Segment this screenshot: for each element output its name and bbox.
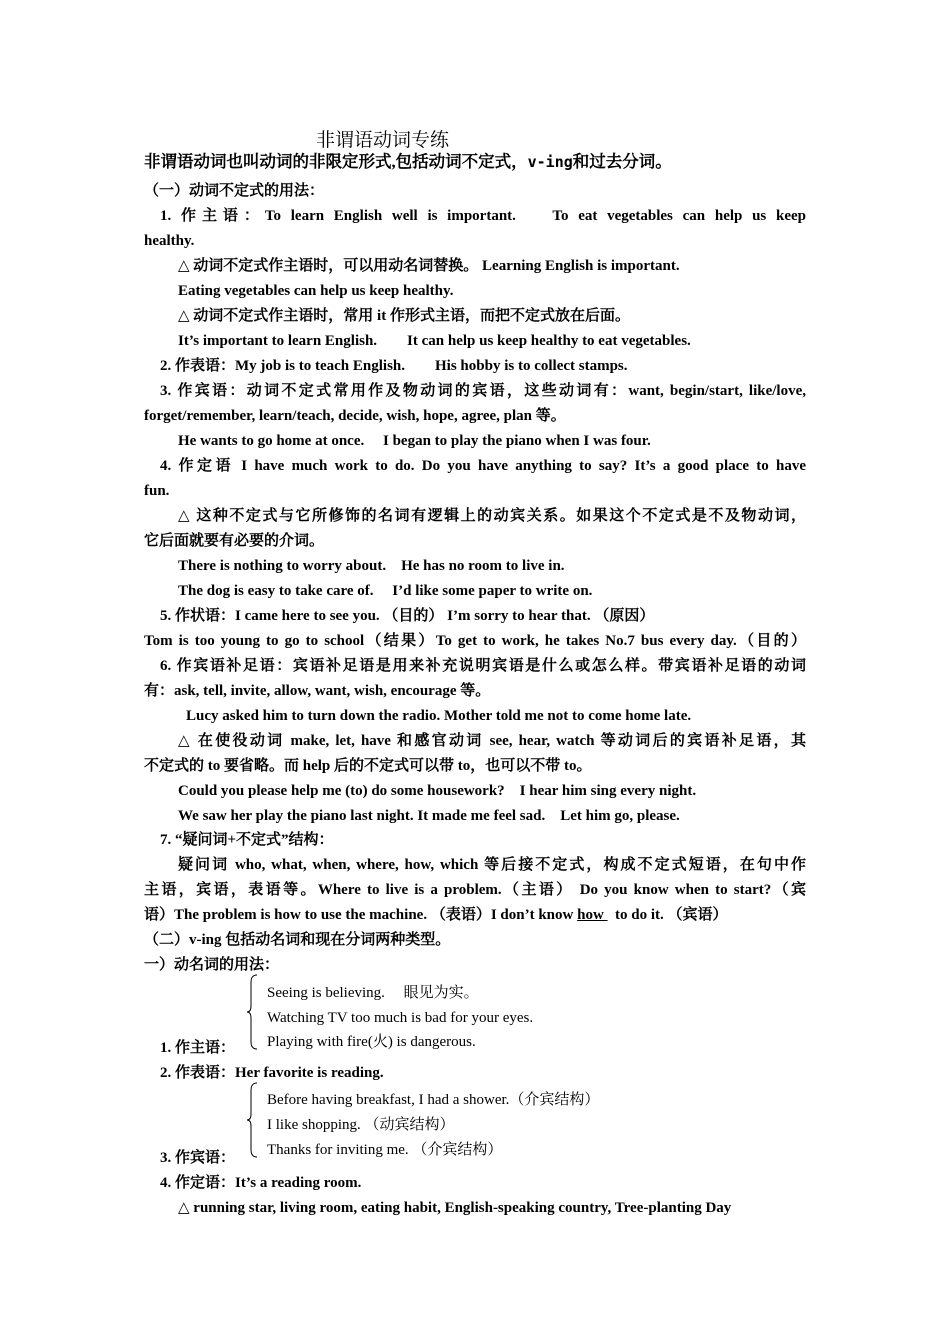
note-line: △ 动词不定式作主语时，可以用动名词替换。 Learning English is important. xyxy=(178,258,680,274)
brace-object xyxy=(246,1082,258,1158)
note-line: △ 这种不定式与它所修饰的名词有逻辑上的动宾关系。如果这个不定式是不及物动词， xyxy=(178,508,806,524)
example-line: The dog is easy to take care of. I’d like some paper to write on. xyxy=(178,583,593,599)
object-example: Thanks for inviting me. （介宾结构） xyxy=(267,1142,503,1158)
example-line: Eating vegetables can help us keep healthy. xyxy=(178,283,454,299)
subject-example: Watching TV too much is bad for your eyes. xyxy=(267,1010,534,1026)
intro-pre: 非谓语动词也叫动词的非限定形式,包括动词不定式， xyxy=(144,152,528,171)
text-line-with-blank xyxy=(144,905,806,925)
text-line: 它后面就要有必要的介词。 xyxy=(144,533,325,549)
intro-line xyxy=(144,151,672,173)
blank-line-post: to do it. （宾语） xyxy=(615,907,728,923)
note-line: △ 动词不定式作主语时，常用 it 作形式主语，而把不定式放在后面。 xyxy=(178,308,630,324)
example-line: It’s important to learn English. It can help us keep healthy to eat vegetables. xyxy=(178,333,691,349)
text-line: 2. 作表语：Her favorite is reading. xyxy=(160,1065,384,1081)
text-line: healthy. xyxy=(144,233,195,249)
brace-subject xyxy=(246,974,258,1050)
text-line: 6. 作宾语补足语：宾语补足语是用来补充说明宾语是什么或怎么样。带宾语补足语的动词 xyxy=(160,658,806,674)
text-line: 主语，宾语，表语等。Where to live is a problem.（主语） Do you know when to start?（宾 xyxy=(144,882,806,898)
text-line: 疑问词 who, what, when, where, how, which 等后接不定式，构成不定式短语，在句中作 xyxy=(178,857,806,873)
example-line: He wants to go home at once. I began to play the piano when I was four. xyxy=(178,433,651,449)
text-line: 2. 作表语：My job is to teach English. His hobby is to collect stamps. xyxy=(160,358,628,374)
section-heading-ving: （二）v-ing 包括动名词和现在分词两种类型。 xyxy=(144,932,451,948)
section-heading-infinitive: （一）动词不定式的用法： xyxy=(144,183,325,199)
subject-example: Seeing is believing. 眼见为实。 xyxy=(267,985,479,1001)
intro-post: 和过去分词。 xyxy=(572,152,672,171)
subject-example: Playing with fire(火) is dangerous. xyxy=(267,1034,476,1050)
example-line: Could you please help me (to) do some housework? I hear him sing every night. xyxy=(178,783,697,799)
text-line: 3. 作宾语：动词不定式常用作及物动词的宾语，这些动词有：want, begin/start, like/love, xyxy=(160,383,806,399)
text-line: fun. xyxy=(144,483,170,499)
text-line: 有：ask, tell, invite, allow, want, wish, encourage 等。 xyxy=(144,683,491,699)
object-example: I like shopping. （动宾结构） xyxy=(267,1117,455,1133)
text-line: 1. 作主语：To learn English well is important. To eat vegetables can help us keep xyxy=(160,208,806,224)
text-line: Tom is too young to go to school（结果）To get to work, he takes No.7 bus every day.（目的） xyxy=(144,633,806,649)
note-line: △ 在使役动词 make, let, have 和感官动词 see, hear, watch 等动词后的宾语补足语，其 xyxy=(178,733,806,749)
example-line: There is nothing to worry about. He has no room to live in. xyxy=(178,558,565,574)
text-line: 4. 作定语：It’s a reading room. xyxy=(160,1175,362,1191)
subsection-heading-gerund: 一）动名词的用法： xyxy=(144,957,280,973)
blank-line-pre: 语）The problem is how to use the machine. （表语）I don’t know xyxy=(144,907,574,923)
text-line: forget/remember, learn/teach, decide, wish, hope, agree, plan 等。 xyxy=(144,408,566,424)
blank-answer: how xyxy=(577,907,608,923)
text-line: 3. 作宾语： xyxy=(160,1150,236,1166)
text-line: 1. 作主语： xyxy=(160,1040,236,1056)
intro-code: v-ing xyxy=(527,153,573,171)
note-line: △ running star, living room, eating habit, English-speaking country, Tree-planting Day xyxy=(178,1200,732,1216)
example-line: Lucy asked him to turn down the radio. Mother told me not to come home late. xyxy=(186,708,692,724)
text-line: 4. 作定语 I have much work to do. Do you have anything to say? It’s a good place to have xyxy=(160,458,806,474)
text-line: 5. 作状语：I came here to see you. （目的） I’m sorry to hear that. （原因） xyxy=(160,608,655,624)
object-example: Before having breakfast, I had a shower.（介宾结构） xyxy=(267,1092,600,1108)
page-title: 非谓语动词专练 xyxy=(316,129,450,151)
text-line: 不定式的 to 要省略。而 help 后的不定式可以带 to，也可以不带 to。 xyxy=(144,758,592,774)
text-line: 7. “疑问词+不定式”结构： xyxy=(160,832,334,848)
example-line: We saw her play the piano last night. It made me feel sad. Let him go, please. xyxy=(178,808,680,824)
